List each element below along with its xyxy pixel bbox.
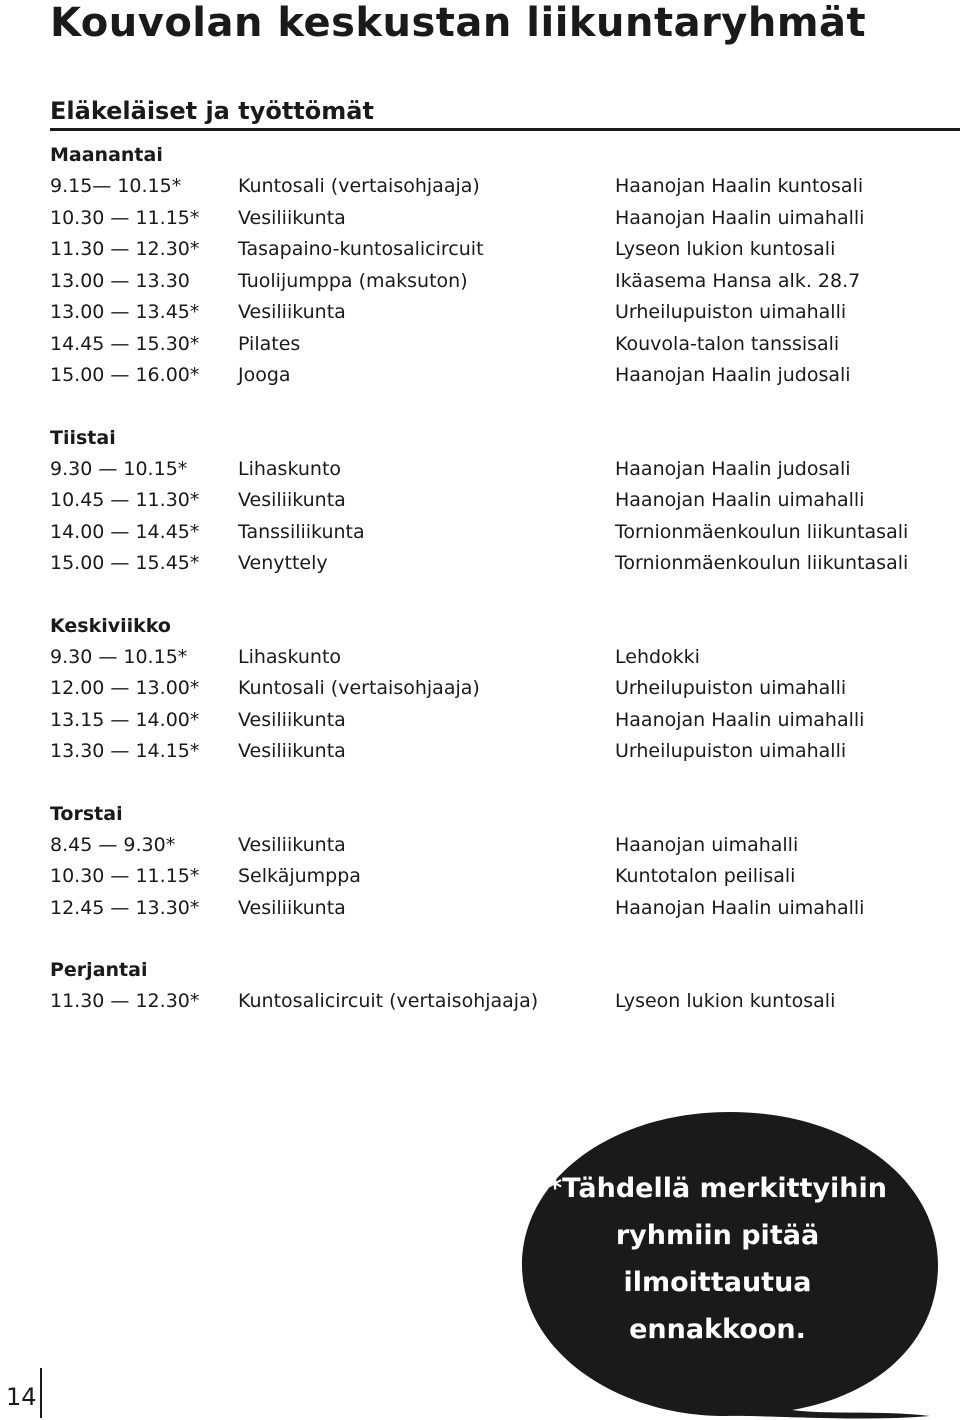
time: 11.30 — 12.30* xyxy=(50,238,200,260)
day-monday xyxy=(50,140,930,392)
place: Tornionmäenkoulun liikuntasali xyxy=(615,552,909,574)
place: Kuntotalon peilisali xyxy=(615,865,796,887)
place: Tornionmäenkoulun liikuntasali xyxy=(615,520,909,543)
time: 13.30 — 14.15* xyxy=(50,740,200,762)
time: 9.15— 10.15* xyxy=(50,175,182,197)
place: Lyseon lukion kuntosali xyxy=(615,990,836,1012)
schedule-row xyxy=(50,454,930,486)
time: 13.00 — 13.45* xyxy=(50,301,200,323)
schedule-row xyxy=(50,705,930,737)
time: 14.45 — 15.30* xyxy=(50,332,200,355)
activity: Vesiliikunta xyxy=(238,896,346,919)
schedule-row xyxy=(50,517,930,549)
section-heading: Eläkeläiset ja työttömät xyxy=(50,97,374,125)
day-name: Maanantai xyxy=(50,144,163,166)
time: 12.45 — 13.30* xyxy=(50,896,200,919)
place: Kouvola-talon tanssisali xyxy=(615,332,840,355)
page-number: 14 xyxy=(6,1383,37,1411)
section-divider xyxy=(50,128,960,131)
activity: Vesiliikunta xyxy=(238,206,346,229)
place: Haanojan Haalin judosali xyxy=(615,364,851,386)
page-title: Kouvolan keskustan liikuntaryhmät xyxy=(50,0,867,46)
activity: Selkäjumppa xyxy=(238,865,361,887)
day-name: Torstai xyxy=(50,802,123,825)
activity: Tasapaino-kuntosalicircuit xyxy=(238,238,484,260)
time: 9.30 — 10.15* xyxy=(50,645,188,668)
time: 10.45 — 11.30* xyxy=(50,489,200,511)
time: 13.00 — 13.30 xyxy=(50,269,190,292)
place: Lyseon lukion kuntosali xyxy=(615,238,836,260)
place: Haanojan Haalin judosali xyxy=(615,457,851,480)
day-thursday xyxy=(50,799,930,925)
time: 14.00 — 14.45* xyxy=(50,520,200,543)
activity: Kuntosali (vertaisohjaaja) xyxy=(238,175,480,197)
place: Haanojan Haalin uimahalli xyxy=(615,896,865,919)
schedule-row xyxy=(50,986,930,1018)
schedule-row xyxy=(50,297,930,329)
activity: Tuolijumppa (maksuton) xyxy=(238,269,468,292)
activity: Tanssiliikunta xyxy=(238,520,365,543)
time: 8.45 — 9.30* xyxy=(50,833,176,856)
time: 10.30 — 11.15* xyxy=(50,206,200,229)
note-line: *Tähdellä merkittyihin xyxy=(548,1173,887,1204)
place: Urheilupuiston uimahalli xyxy=(615,301,847,323)
time: 13.15 — 14.00* xyxy=(50,708,200,731)
activity: Pilates xyxy=(238,332,301,355)
time: 15.00 — 16.00* xyxy=(50,364,200,386)
schedule-row xyxy=(50,203,930,235)
activity: Jooga xyxy=(238,364,291,386)
schedule-row xyxy=(50,893,930,925)
schedule-row xyxy=(50,171,930,203)
place: Haanojan uimahalli xyxy=(615,833,799,856)
day-name: Tiistai xyxy=(50,426,116,449)
activity: Vesiliikunta xyxy=(238,833,346,856)
time: 12.00 — 13.00* xyxy=(50,677,200,699)
day-tuesday xyxy=(50,423,930,580)
activity: Vesiliikunta xyxy=(238,489,346,511)
activity: Kuntosali (vertaisohjaaja) xyxy=(238,677,480,699)
schedule-row xyxy=(50,485,930,517)
schedule-row xyxy=(50,736,930,768)
time: 9.30 — 10.15* xyxy=(50,457,188,480)
place: Haanojan Haalin uimahalli xyxy=(615,708,865,731)
schedule xyxy=(50,140,930,1049)
schedule-row xyxy=(50,548,930,580)
place: Haanojan Haalin kuntosali xyxy=(615,175,864,197)
activity: Lihaskunto xyxy=(238,645,342,668)
activity: Vesiliikunta xyxy=(238,708,346,731)
day-name: Keskiviikko xyxy=(50,614,171,637)
schedule-row xyxy=(50,642,930,674)
day-wednesday xyxy=(50,611,930,768)
activity: Lihaskunto xyxy=(238,457,342,480)
schedule-row xyxy=(50,266,930,298)
schedule-row xyxy=(50,830,930,862)
place: Ikäasema Hansa alk. 28.7 xyxy=(615,269,861,292)
time: 10.30 — 11.15* xyxy=(50,865,200,887)
note-line: ilmoittautua ennakkoon. xyxy=(623,1267,812,1345)
activity: Venyttely xyxy=(238,552,328,574)
schedule-row xyxy=(50,234,930,266)
schedule-row xyxy=(50,329,930,361)
time: 15.00 — 15.45* xyxy=(50,552,200,574)
schedule-row xyxy=(50,360,930,392)
place: Haanojan Haalin uimahalli xyxy=(615,206,865,229)
place: Urheilupuiston uimahalli xyxy=(615,740,847,762)
page-number-divider xyxy=(40,1368,42,1418)
place: Haanojan Haalin uimahalli xyxy=(615,489,865,511)
note-line: ryhmiin pitää xyxy=(615,1220,820,1251)
place: Urheilupuiston uimahalli xyxy=(615,677,847,699)
schedule-row xyxy=(50,861,930,893)
activity: Kuntosalicircuit (vertaisohjaaja) xyxy=(238,990,539,1012)
place: Lehdokki xyxy=(615,645,700,668)
day-name: Perjantai xyxy=(50,959,148,981)
activity: Vesiliikunta xyxy=(238,301,346,323)
registration-note xyxy=(540,1165,895,1353)
time: 11.30 — 12.30* xyxy=(50,990,200,1012)
activity: Vesiliikunta xyxy=(238,740,346,762)
day-friday xyxy=(50,955,930,1018)
speech-bubble xyxy=(520,1110,940,1420)
schedule-row xyxy=(50,673,930,705)
